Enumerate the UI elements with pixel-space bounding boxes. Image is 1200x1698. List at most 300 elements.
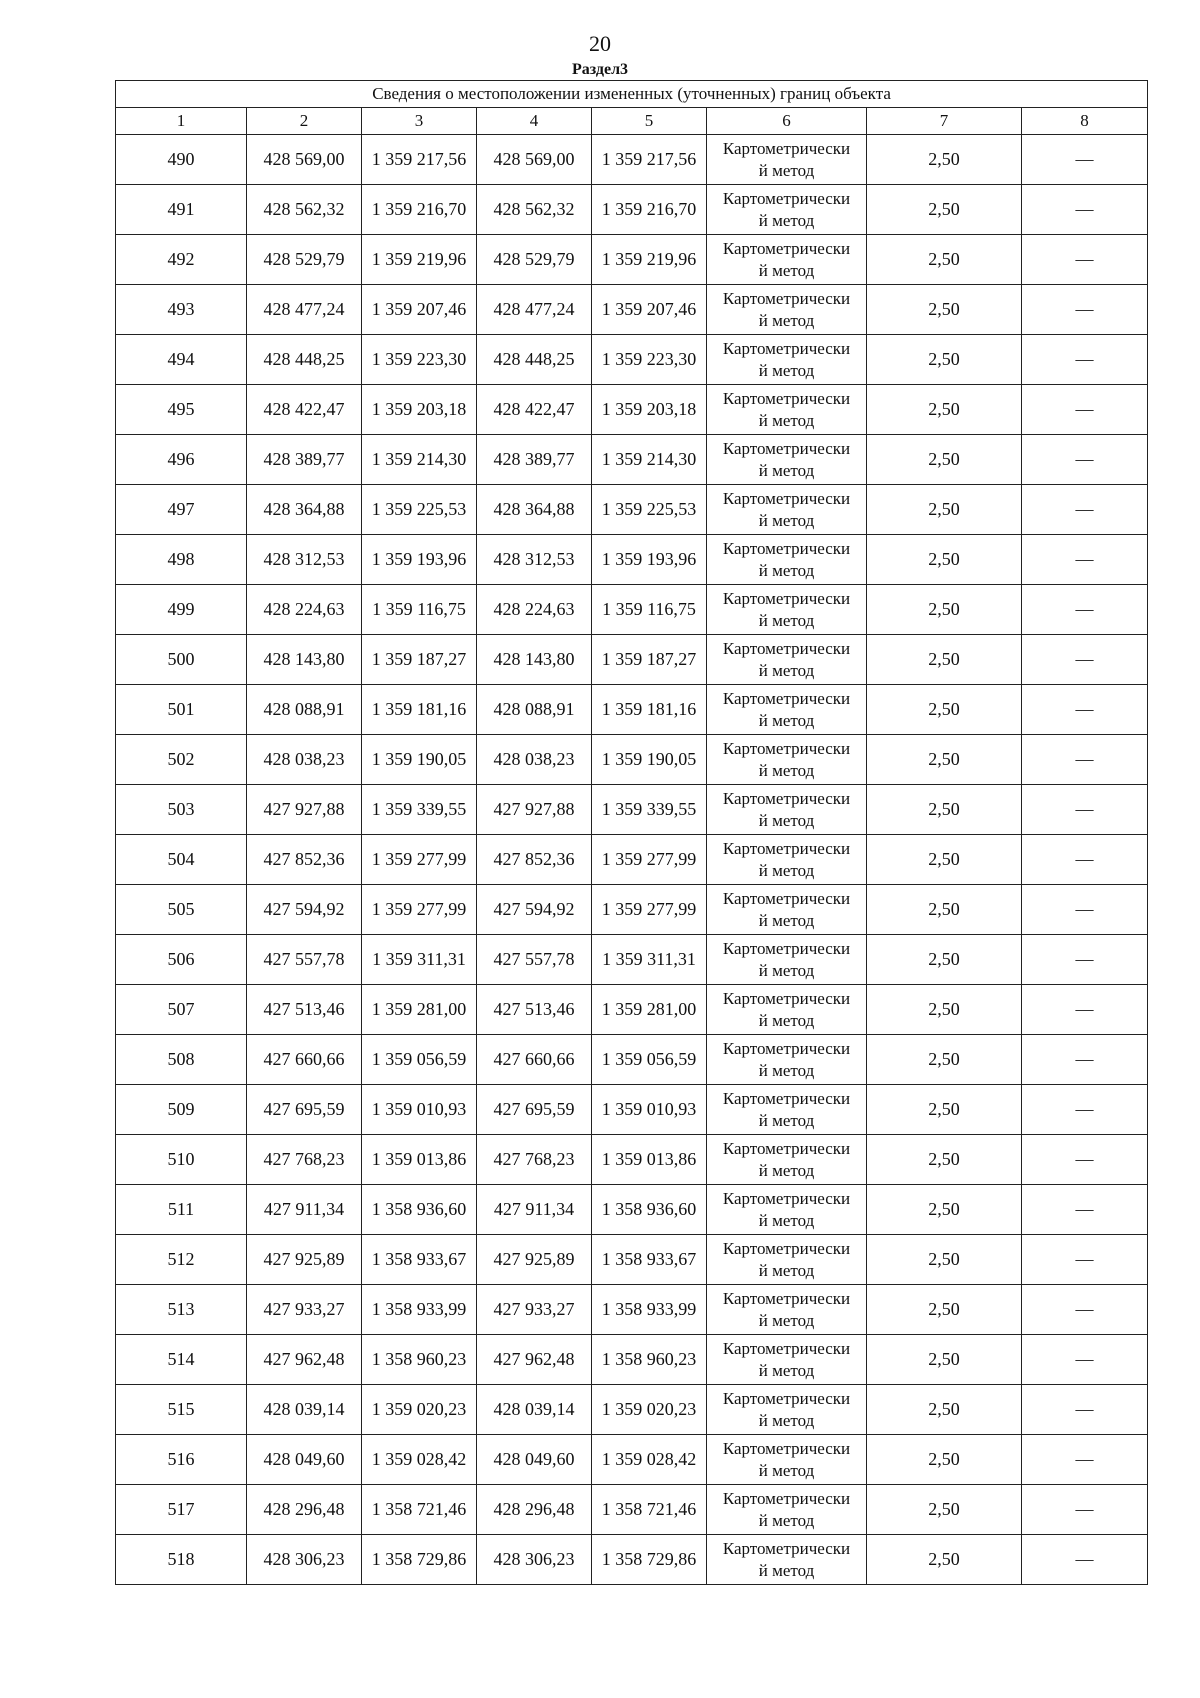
x-existing-cell: 427 695,59	[247, 1085, 362, 1135]
method-cell	[707, 1435, 867, 1485]
method-cell	[707, 385, 867, 435]
point-number-cell: 505	[116, 885, 247, 935]
y-new-cell: 1 359 217,56	[592, 135, 707, 185]
method-text-line: Картометрически	[722, 738, 851, 758]
x-existing-cell: 428 049,60	[247, 1435, 362, 1485]
y-new-cell: 1 358 933,67	[592, 1235, 707, 1285]
table-body	[116, 135, 1148, 1585]
y-new-cell: 1 359 281,00	[592, 985, 707, 1035]
y-existing-cell: 1 359 190,05	[362, 735, 477, 785]
note-cell: —	[1022, 835, 1148, 885]
column-header: 6	[707, 108, 867, 135]
table-row	[116, 1085, 1148, 1135]
method-text-line: Картометрически	[722, 1088, 851, 1108]
column-header: 2	[247, 108, 362, 135]
y-new-cell: 1 359 020,23	[592, 1385, 707, 1435]
method-text-line: й метод	[758, 610, 815, 630]
table-row	[116, 1285, 1148, 1335]
note-cell: —	[1022, 485, 1148, 535]
accuracy-cell: 2,50	[867, 1285, 1022, 1335]
x-new-cell: 428 448,25	[477, 335, 592, 385]
note-cell: —	[1022, 635, 1148, 685]
accuracy-cell: 2,50	[867, 185, 1022, 235]
x-new-cell: 428 562,32	[477, 185, 592, 235]
table-row	[116, 785, 1148, 835]
point-number-cell: 508	[116, 1035, 247, 1085]
x-existing-cell: 428 038,23	[247, 735, 362, 785]
section-title: Раздел3	[571, 61, 629, 78]
accuracy-cell: 2,50	[867, 535, 1022, 585]
x-existing-cell: 428 529,79	[247, 235, 362, 285]
x-existing-cell: 427 927,88	[247, 785, 362, 835]
method-cell	[707, 1235, 867, 1285]
note-cell: —	[1022, 235, 1148, 285]
y-new-cell: 1 359 013,86	[592, 1135, 707, 1185]
method-cell	[707, 1035, 867, 1085]
x-new-cell: 427 925,89	[477, 1235, 592, 1285]
method-cell	[707, 585, 867, 635]
x-new-cell: 427 513,46	[477, 985, 592, 1035]
method-cell	[707, 285, 867, 335]
method-text-line: Картометрически	[722, 338, 851, 358]
y-new-cell: 1 359 214,30	[592, 435, 707, 485]
accuracy-cell: 2,50	[867, 235, 1022, 285]
y-existing-cell: 1 358 933,67	[362, 1235, 477, 1285]
x-new-cell: 428 306,23	[477, 1535, 592, 1585]
method-text-line: й метод	[758, 810, 815, 830]
method-text-line: Картометрически	[722, 1388, 851, 1408]
accuracy-cell: 2,50	[867, 1535, 1022, 1585]
method-text-line: й метод	[758, 210, 815, 230]
accuracy-cell: 2,50	[867, 1235, 1022, 1285]
x-existing-cell: 428 312,53	[247, 535, 362, 585]
note-cell: —	[1022, 385, 1148, 435]
y-new-cell: 1 359 277,99	[592, 835, 707, 885]
note-cell: —	[1022, 535, 1148, 585]
x-new-cell: 427 911,34	[477, 1185, 592, 1235]
coordinates-table	[115, 80, 1148, 1585]
table-row	[116, 735, 1148, 785]
method-text-line: й метод	[758, 1110, 815, 1130]
point-number-cell: 496	[116, 435, 247, 485]
method-cell	[707, 435, 867, 485]
y-existing-cell: 1 359 277,99	[362, 885, 477, 935]
table-caption-row	[116, 81, 1148, 108]
accuracy-cell: 2,50	[867, 885, 1022, 935]
point-number-cell: 513	[116, 1285, 247, 1335]
x-existing-cell: 428 477,24	[247, 285, 362, 335]
note-cell: —	[1022, 735, 1148, 785]
y-new-cell: 1 359 219,96	[592, 235, 707, 285]
method-text-line: Картометрически	[722, 1488, 851, 1508]
point-number-cell: 497	[116, 485, 247, 535]
y-existing-cell: 1 359 181,16	[362, 685, 477, 735]
y-new-cell: 1 358 729,86	[592, 1535, 707, 1585]
method-cell	[707, 535, 867, 585]
method-text-line: й метод	[758, 1460, 815, 1480]
point-number-cell: 511	[116, 1185, 247, 1235]
method-text-line: Картометрически	[722, 288, 851, 308]
method-text-line: Картометрически	[722, 488, 851, 508]
note-cell: —	[1022, 785, 1148, 835]
x-existing-cell: 428 306,23	[247, 1535, 362, 1585]
y-existing-cell: 1 359 116,75	[362, 585, 477, 635]
column-header: 3	[362, 108, 477, 135]
x-new-cell: 428 049,60	[477, 1435, 592, 1485]
accuracy-cell: 2,50	[867, 685, 1022, 735]
y-new-cell: 1 359 207,46	[592, 285, 707, 335]
accuracy-cell: 2,50	[867, 1185, 1022, 1235]
accuracy-cell: 2,50	[867, 935, 1022, 985]
method-cell	[707, 135, 867, 185]
method-cell	[707, 685, 867, 735]
method-text-line: Картометрически	[722, 1238, 851, 1258]
method-text-line: Картометрически	[722, 238, 851, 258]
note-cell: —	[1022, 585, 1148, 635]
method-cell	[707, 1385, 867, 1435]
accuracy-cell: 2,50	[867, 585, 1022, 635]
method-text-line: й метод	[758, 1010, 815, 1030]
x-existing-cell: 428 422,47	[247, 385, 362, 435]
x-new-cell: 428 312,53	[477, 535, 592, 585]
table-row	[116, 335, 1148, 385]
y-new-cell: 1 358 960,23	[592, 1335, 707, 1385]
method-text-line: й метод	[758, 160, 815, 180]
x-new-cell: 428 422,47	[477, 385, 592, 435]
method-text-line: й метод	[758, 910, 815, 930]
x-existing-cell: 428 448,25	[247, 335, 362, 385]
note-cell: —	[1022, 985, 1148, 1035]
column-numbers-row	[116, 108, 1148, 135]
accuracy-cell: 2,50	[867, 1035, 1022, 1085]
method-cell	[707, 885, 867, 935]
y-new-cell: 1 359 028,42	[592, 1435, 707, 1485]
method-text-line: й метод	[758, 310, 815, 330]
y-new-cell: 1 359 116,75	[592, 585, 707, 635]
page-number: 20	[589, 31, 611, 56]
point-number-cell: 507	[116, 985, 247, 1035]
table-row	[116, 1535, 1148, 1585]
table-row	[116, 135, 1148, 185]
method-cell	[707, 235, 867, 285]
y-existing-cell: 1 359 207,46	[362, 285, 477, 335]
method-cell	[707, 185, 867, 235]
method-cell	[707, 1535, 867, 1585]
method-cell	[707, 1485, 867, 1535]
method-cell	[707, 785, 867, 835]
y-existing-cell: 1 359 193,96	[362, 535, 477, 585]
point-number-cell: 494	[116, 335, 247, 385]
method-text-line: Картометрически	[722, 1338, 851, 1358]
column-header: 1	[116, 108, 247, 135]
x-existing-cell: 427 768,23	[247, 1135, 362, 1185]
y-new-cell: 1 359 225,53	[592, 485, 707, 535]
accuracy-cell: 2,50	[867, 335, 1022, 385]
point-number-cell: 502	[116, 735, 247, 785]
table-row	[116, 935, 1148, 985]
point-number-cell: 503	[116, 785, 247, 835]
note-cell: —	[1022, 435, 1148, 485]
accuracy-cell: 2,50	[867, 285, 1022, 335]
column-header: 7	[867, 108, 1022, 135]
table-row	[116, 485, 1148, 535]
note-cell: —	[1022, 1435, 1148, 1485]
point-number-cell: 514	[116, 1335, 247, 1385]
y-existing-cell: 1 358 729,86	[362, 1535, 477, 1585]
table-row	[116, 1035, 1148, 1085]
method-text-line: Картометрически	[722, 188, 851, 208]
accuracy-cell: 2,50	[867, 1435, 1022, 1485]
table-row	[116, 1135, 1148, 1185]
x-existing-cell: 428 389,77	[247, 435, 362, 485]
y-new-cell: 1 358 933,99	[592, 1285, 707, 1335]
note-cell: —	[1022, 335, 1148, 385]
method-cell	[707, 635, 867, 685]
y-existing-cell: 1 359 216,70	[362, 185, 477, 235]
y-new-cell: 1 359 277,99	[592, 885, 707, 935]
point-number-cell: 515	[116, 1385, 247, 1435]
method-text-line: Картометрически	[722, 838, 851, 858]
y-existing-cell: 1 359 187,27	[362, 635, 477, 685]
method-text-line: й метод	[758, 510, 815, 530]
accuracy-cell: 2,50	[867, 1385, 1022, 1435]
x-new-cell: 428 224,63	[477, 585, 592, 635]
note-cell: —	[1022, 1535, 1148, 1585]
method-text-line: й метод	[758, 410, 815, 430]
method-text-line: й метод	[758, 960, 815, 980]
y-existing-cell: 1 358 960,23	[362, 1335, 477, 1385]
x-existing-cell: 427 925,89	[247, 1235, 362, 1285]
x-new-cell: 427 927,88	[477, 785, 592, 835]
method-text-line: й метод	[758, 760, 815, 780]
method-text-line: Картометрически	[722, 988, 851, 1008]
method-text-line: Картометрически	[722, 1288, 851, 1308]
y-new-cell: 1 359 187,27	[592, 635, 707, 685]
method-text-line: й метод	[758, 460, 815, 480]
x-existing-cell: 427 594,92	[247, 885, 362, 935]
accuracy-cell: 2,50	[867, 1485, 1022, 1535]
y-new-cell: 1 359 223,30	[592, 335, 707, 385]
method-text-line: Картометрически	[722, 938, 851, 958]
x-existing-cell: 427 513,46	[247, 985, 362, 1035]
table-row	[116, 1485, 1148, 1535]
method-text-line: й метод	[758, 660, 815, 680]
point-number-cell: 506	[116, 935, 247, 985]
note-cell: —	[1022, 1485, 1148, 1535]
point-number-cell: 500	[116, 635, 247, 685]
method-text-line: Картометрически	[722, 138, 851, 158]
y-existing-cell: 1 358 933,99	[362, 1285, 477, 1335]
method-text-line: Картометрически	[722, 888, 851, 908]
x-existing-cell: 428 562,32	[247, 185, 362, 235]
point-number-cell: 490	[116, 135, 247, 185]
note-cell: —	[1022, 1085, 1148, 1135]
point-number-cell: 504	[116, 835, 247, 885]
x-existing-cell: 427 557,78	[247, 935, 362, 985]
point-number-cell: 492	[116, 235, 247, 285]
x-new-cell: 428 529,79	[477, 235, 592, 285]
method-text-line: Картометрически	[722, 788, 851, 808]
method-text-line: Картометрически	[722, 1038, 851, 1058]
y-existing-cell: 1 359 225,53	[362, 485, 477, 535]
method-text-line: Картометрически	[722, 1188, 851, 1208]
y-new-cell: 1 359 203,18	[592, 385, 707, 435]
y-new-cell: 1 359 010,93	[592, 1085, 707, 1135]
accuracy-cell: 2,50	[867, 835, 1022, 885]
y-existing-cell: 1 359 219,96	[362, 235, 477, 285]
method-text-line: Картометрически	[722, 1138, 851, 1158]
column-header: 5	[592, 108, 707, 135]
y-existing-cell: 1 359 056,59	[362, 1035, 477, 1085]
method-text-line: Картометрически	[722, 438, 851, 458]
table-row	[116, 985, 1148, 1035]
accuracy-cell: 2,50	[867, 1085, 1022, 1135]
y-existing-cell: 1 359 281,00	[362, 985, 477, 1035]
accuracy-cell: 2,50	[867, 485, 1022, 535]
table-row	[116, 435, 1148, 485]
table-row	[116, 1435, 1148, 1485]
y-existing-cell: 1 359 223,30	[362, 335, 477, 385]
table-row	[116, 835, 1148, 885]
x-existing-cell: 428 296,48	[247, 1485, 362, 1535]
y-new-cell: 1 359 216,70	[592, 185, 707, 235]
x-existing-cell: 428 569,00	[247, 135, 362, 185]
y-new-cell: 1 359 190,05	[592, 735, 707, 785]
y-existing-cell: 1 358 936,60	[362, 1185, 477, 1235]
accuracy-cell: 2,50	[867, 435, 1022, 485]
method-text-line: й метод	[758, 1360, 815, 1380]
note-cell: —	[1022, 885, 1148, 935]
method-text-line: й метод	[758, 1410, 815, 1430]
point-number-cell: 509	[116, 1085, 247, 1135]
x-new-cell: 427 557,78	[477, 935, 592, 985]
x-new-cell: 428 296,48	[477, 1485, 592, 1535]
y-new-cell: 1 359 056,59	[592, 1035, 707, 1085]
note-cell: —	[1022, 1135, 1148, 1185]
table-row	[116, 285, 1148, 335]
accuracy-cell: 2,50	[867, 735, 1022, 785]
method-text-line: й метод	[758, 360, 815, 380]
method-text-line: Картометрически	[722, 588, 851, 608]
method-text-line: Картометрически	[722, 638, 851, 658]
y-new-cell: 1 359 339,55	[592, 785, 707, 835]
point-number-cell: 501	[116, 685, 247, 735]
point-number-cell: 498	[116, 535, 247, 585]
method-text-line: Картометрически	[722, 1438, 851, 1458]
x-new-cell: 428 038,23	[477, 735, 592, 785]
y-existing-cell: 1 359 020,23	[362, 1385, 477, 1435]
note-cell: —	[1022, 685, 1148, 735]
point-number-cell: 499	[116, 585, 247, 635]
method-text-line: Картометрически	[722, 538, 851, 558]
table-row	[116, 235, 1148, 285]
x-new-cell: 427 933,27	[477, 1285, 592, 1335]
x-new-cell: 428 143,80	[477, 635, 592, 685]
method-cell	[707, 1335, 867, 1385]
method-text-line: Картометрически	[722, 688, 851, 708]
method-text-line: й метод	[758, 560, 815, 580]
note-cell: —	[1022, 1285, 1148, 1335]
method-cell	[707, 735, 867, 785]
table-row	[116, 635, 1148, 685]
x-new-cell: 428 389,77	[477, 435, 592, 485]
y-new-cell: 1 359 181,16	[592, 685, 707, 735]
table-row	[116, 1385, 1148, 1435]
note-cell: —	[1022, 135, 1148, 185]
y-existing-cell: 1 359 013,86	[362, 1135, 477, 1185]
method-text-line: й метод	[758, 1160, 815, 1180]
table-row	[116, 585, 1148, 635]
method-text-line: й метод	[758, 1210, 815, 1230]
method-text-line: й метод	[758, 260, 815, 280]
table-row	[116, 685, 1148, 735]
method-cell	[707, 985, 867, 1035]
y-existing-cell: 1 358 721,46	[362, 1485, 477, 1535]
method-cell	[707, 485, 867, 535]
x-new-cell: 427 695,59	[477, 1085, 592, 1135]
y-existing-cell: 1 359 277,99	[362, 835, 477, 885]
method-text-line: й метод	[758, 1310, 815, 1330]
point-number-cell: 518	[116, 1535, 247, 1585]
x-existing-cell: 428 224,63	[247, 585, 362, 635]
accuracy-cell: 2,50	[867, 1335, 1022, 1385]
table-row	[116, 1235, 1148, 1285]
method-text-line: Картометрически	[722, 388, 851, 408]
method-text-line: Картометрически	[722, 1538, 851, 1558]
x-existing-cell: 428 143,80	[247, 635, 362, 685]
note-cell: —	[1022, 1335, 1148, 1385]
point-number-cell: 512	[116, 1235, 247, 1285]
x-new-cell: 427 660,66	[477, 1035, 592, 1085]
x-new-cell: 428 088,91	[477, 685, 592, 735]
method-text-line: й метод	[758, 1260, 815, 1280]
method-text-line: й метод	[758, 1560, 815, 1580]
table-row	[116, 185, 1148, 235]
method-cell	[707, 335, 867, 385]
note-cell: —	[1022, 1235, 1148, 1285]
x-new-cell: 428 569,00	[477, 135, 592, 185]
note-cell: —	[1022, 1385, 1148, 1435]
point-number-cell: 493	[116, 285, 247, 335]
x-new-cell: 427 594,92	[477, 885, 592, 935]
table-row	[116, 385, 1148, 435]
note-cell: —	[1022, 285, 1148, 335]
x-new-cell: 427 768,23	[477, 1135, 592, 1185]
y-new-cell: 1 359 193,96	[592, 535, 707, 585]
point-number-cell: 491	[116, 185, 247, 235]
note-cell: —	[1022, 185, 1148, 235]
point-number-cell: 517	[116, 1485, 247, 1535]
x-new-cell: 428 477,24	[477, 285, 592, 335]
x-new-cell: 428 364,88	[477, 485, 592, 535]
x-existing-cell: 428 088,91	[247, 685, 362, 735]
x-existing-cell: 427 852,36	[247, 835, 362, 885]
y-existing-cell: 1 359 217,56	[362, 135, 477, 185]
accuracy-cell: 2,50	[867, 135, 1022, 185]
method-text-line: й метод	[758, 860, 815, 880]
x-existing-cell: 427 911,34	[247, 1185, 362, 1235]
column-header: 8	[1022, 108, 1148, 135]
y-existing-cell: 1 359 028,42	[362, 1435, 477, 1485]
method-text-line: й метод	[758, 710, 815, 730]
y-existing-cell: 1 359 203,18	[362, 385, 477, 435]
y-existing-cell: 1 359 214,30	[362, 435, 477, 485]
note-cell: —	[1022, 1185, 1148, 1235]
y-new-cell: 1 358 721,46	[592, 1485, 707, 1535]
table-row	[116, 1335, 1148, 1385]
x-existing-cell: 427 933,27	[247, 1285, 362, 1335]
table-row	[116, 1185, 1148, 1235]
